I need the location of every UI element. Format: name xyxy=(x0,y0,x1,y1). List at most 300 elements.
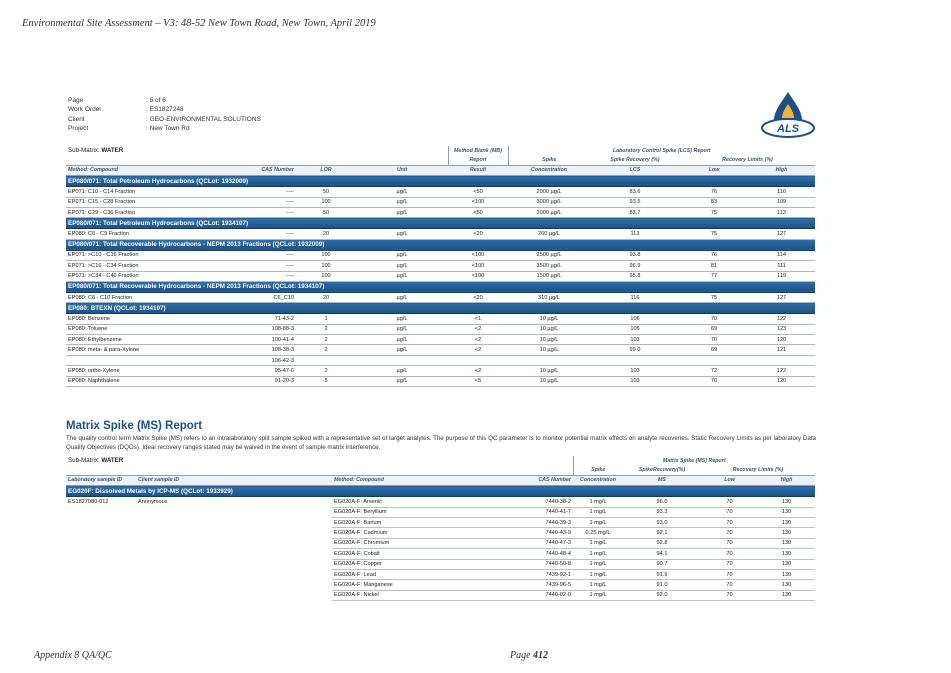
lab-sample-id: ES1827080-012 xyxy=(68,499,109,506)
table-cell: 103 xyxy=(590,335,680,345)
table-cell: µg/L xyxy=(356,366,448,376)
table-cell: 83 xyxy=(680,197,748,207)
table-cell: 120 xyxy=(748,335,815,345)
table-cell: 95-47-6 xyxy=(224,366,296,376)
table-cell: 127 xyxy=(748,292,815,302)
table-row xyxy=(66,197,815,207)
table-cell: EP071: C15 - C28 Fraction xyxy=(66,197,224,207)
report-metadata xyxy=(68,96,261,133)
client-sample-id: Anonymous xyxy=(138,499,168,506)
table-cell: <100 xyxy=(448,271,508,281)
lab-sample-id xyxy=(66,538,136,548)
column-header: Low xyxy=(701,475,758,485)
table-cell: µg/L xyxy=(356,197,448,207)
section-title: EP080/071: Total Petroleum Hydrocarbons (QCLot: 1932009) xyxy=(66,176,815,187)
table-cell: 93.0 xyxy=(623,517,701,527)
table-cell: 7440-48-4 xyxy=(516,549,573,559)
ms-subheader-row xyxy=(66,465,815,475)
table-cell: 100 xyxy=(296,261,356,271)
table-cell: 100-41-4 xyxy=(224,335,296,345)
table-cell: 70 xyxy=(701,517,758,527)
table-cell: ---- xyxy=(224,197,296,207)
table-cell: 103 xyxy=(590,366,680,376)
column-header: Unit xyxy=(356,165,448,175)
table-cell: 99.0 xyxy=(590,345,680,355)
table-cell: 71-43-2 xyxy=(224,314,296,324)
table-cell: ---- xyxy=(224,187,296,197)
section-band xyxy=(66,239,815,250)
lab-sample-id xyxy=(66,559,136,569)
table-cell: 105 xyxy=(590,324,680,334)
table-cell: EG020A-F: Barium xyxy=(332,517,516,527)
section-band xyxy=(66,303,815,314)
column-header: Concentration xyxy=(508,165,590,175)
section-band xyxy=(66,281,815,292)
recovery-limits-header: Recovery Limits (%) xyxy=(722,157,773,164)
table-cell: 113 xyxy=(590,229,680,239)
table-cell: 20 xyxy=(296,292,356,302)
table-cell: 91-20-3 xyxy=(224,376,296,386)
client-sample-id xyxy=(136,580,332,590)
lab-sample-id xyxy=(66,517,136,527)
table-cell: µg/L xyxy=(356,376,448,386)
section-band xyxy=(66,218,815,229)
lab-sample-id xyxy=(66,549,136,559)
table-row xyxy=(66,366,815,376)
table-cell: EP071: >C10 - C16 Fraction xyxy=(66,250,224,260)
submatrix-cell xyxy=(66,456,573,465)
table-row xyxy=(66,261,815,271)
table-cell: <20 xyxy=(448,229,508,239)
table-cell: C6_C10 xyxy=(224,292,296,302)
table-cell: 75 xyxy=(680,207,748,217)
meta-value: : 5 of 6 xyxy=(146,96,166,105)
section-title: EP080/071: Total Recoverable Hydrocarbons - NEPM 2013 Fractions (QCLot: 1934107) xyxy=(66,281,815,292)
table-cell xyxy=(590,355,680,365)
table-cell: 10 µg/L xyxy=(508,366,590,376)
table-cell: 108-88-3 xyxy=(224,324,296,334)
client-sample-id xyxy=(136,549,332,559)
table-cell: 7440-02-0 xyxy=(516,590,573,600)
table-cell: µg/L xyxy=(356,335,448,345)
meta-row-work-order xyxy=(68,105,261,114)
table-cell: 130 xyxy=(758,538,815,548)
table-cell: 70 xyxy=(680,314,748,324)
table-cell: 1 mg/L xyxy=(573,559,623,569)
table-cell: 100 xyxy=(296,197,356,207)
submatrix-cell xyxy=(66,146,448,155)
table-cell: 70 xyxy=(701,549,758,559)
column-header: Client sample ID xyxy=(136,475,332,485)
table-cell: EG020A-F: Copper xyxy=(332,559,516,569)
table-cell: EP080: Toluene xyxy=(66,324,224,334)
table-cell: 76 xyxy=(680,250,748,260)
table-row xyxy=(66,376,815,386)
table-cell: 116 xyxy=(748,187,815,197)
table-cell: 260 µg/L xyxy=(508,229,590,239)
table-cell: 5 xyxy=(296,376,356,386)
column-header: Result xyxy=(448,165,508,175)
ms-group-header-row xyxy=(66,456,815,465)
table-cell: 96.0 xyxy=(623,497,701,507)
ms-report-header: Matrix Spike (MS) Report xyxy=(573,456,815,465)
table-cell: µg/L xyxy=(356,271,448,281)
table-cell: 2000 µg/L xyxy=(508,207,590,217)
table-cell: EP071: >C34 - C40 Fraction xyxy=(66,271,224,281)
table-cell: 3000 µg/L xyxy=(508,197,590,207)
table-cell: EP080: C6 - C10 Fraction xyxy=(66,292,224,302)
meta-value: : New Town Rd xyxy=(146,124,190,133)
lab-sample-id xyxy=(66,507,136,517)
table-cell: 93.3 xyxy=(623,507,701,517)
lab-sample-id xyxy=(66,580,136,590)
table-cell: 90.7 xyxy=(623,559,701,569)
table-row xyxy=(66,292,815,302)
table-cell: 69 xyxy=(680,324,748,334)
table-cell: 106-42-3 xyxy=(224,355,296,365)
ms-table xyxy=(66,456,815,601)
lcs-column-header-row xyxy=(66,165,815,175)
column-header: Laboratory sample ID xyxy=(66,475,136,485)
table-cell xyxy=(296,355,356,365)
table-cell: 70 xyxy=(680,335,748,345)
table-row xyxy=(66,335,815,345)
spike-header: Spike xyxy=(573,465,623,475)
table-cell: EG020A-F: Nickel xyxy=(332,590,516,600)
table-cell: 70 xyxy=(701,497,758,507)
table-cell: 122 xyxy=(748,314,815,324)
table-row xyxy=(66,517,815,527)
table-cell: ---- xyxy=(224,207,296,217)
method-blank-header: Method Blank (MB) xyxy=(448,146,508,155)
footer-page xyxy=(510,650,548,661)
table-cell: EG020A-F: Manganese xyxy=(332,580,516,590)
table-cell: 92.8 xyxy=(623,538,701,548)
table-cell: 92.0 xyxy=(623,590,701,600)
table-cell: 96.9 xyxy=(590,261,680,271)
column-header: CAS Number xyxy=(516,475,573,485)
table-cell: 1 mg/L xyxy=(573,569,623,579)
table-cell: EP080: Ethylbenzene xyxy=(66,335,224,345)
table-cell: 70 xyxy=(701,590,758,600)
table-cell: <100 xyxy=(448,250,508,260)
table-cell: ---- xyxy=(224,261,296,271)
table-cell: EP080: Naphthalene xyxy=(66,376,224,386)
table-cell: 130 xyxy=(758,507,815,517)
table-cell: 108-38-3 xyxy=(224,345,296,355)
table-cell: 1 mg/L xyxy=(573,549,623,559)
table-cell: ---- xyxy=(224,271,296,281)
table-row xyxy=(66,207,815,217)
table-cell: EP080: C6 - C9 Fraction xyxy=(66,229,224,239)
table-cell: 70 xyxy=(701,569,758,579)
footer-appendix: Appendix 8 QA/QC xyxy=(34,650,112,661)
table-cell xyxy=(356,355,448,365)
table-cell: EG020A-F: Beryllium xyxy=(332,507,516,517)
table-cell: 7440-50-8 xyxy=(516,559,573,569)
table-cell: 70 xyxy=(701,528,758,538)
blank-cell xyxy=(66,465,573,475)
table-cell: 100 xyxy=(296,271,356,281)
table-row xyxy=(66,569,815,579)
meta-key: Client xyxy=(68,115,85,123)
column-header: Method: Compound xyxy=(66,165,224,175)
table-row xyxy=(66,314,815,324)
lcs-group-header-row xyxy=(66,146,815,155)
spike-header: Spike xyxy=(508,155,590,165)
table-cell: 1 mg/L xyxy=(573,497,623,507)
table-cell: 130 xyxy=(758,497,815,507)
table-cell: µg/L xyxy=(356,261,448,271)
table-cell: 127 xyxy=(748,229,815,239)
table-cell: 70 xyxy=(701,559,758,569)
lcs-subheader-row xyxy=(66,155,815,165)
client-sample-id xyxy=(136,590,332,600)
table-cell: 7439-92-1 xyxy=(516,569,573,579)
table-cell: 2000 µg/L xyxy=(508,187,590,197)
submatrix-label: Sub-Matrix: xyxy=(68,147,102,155)
meta-row-page xyxy=(68,96,261,105)
table-cell: 103 xyxy=(590,376,680,386)
ms-description: The quality control term Matrix Spike (MS) refers to an intralaboratory split sample spiked with a representative set of target analytes. The purpose of this QC parameter is to monitor potential matrix effects on analyte recoveries. Static Recovery Limits as per laboratory Data Quality Objectives (DQOs). Ideal recovery ranges stated may be waived in the event of sample matrix interference. xyxy=(66,435,816,451)
table-cell: 106 xyxy=(590,314,680,324)
column-header: Method: Compound xyxy=(332,475,516,485)
table-cell: EG020A-F: Lead xyxy=(332,569,516,579)
table-row xyxy=(66,549,815,559)
table-cell: 119 xyxy=(748,271,815,281)
table-cell: EG020A-F: Chromium xyxy=(332,538,516,548)
table-cell: µg/L xyxy=(356,345,448,355)
table-cell: 130 xyxy=(758,517,815,527)
table-cell: 1 mg/L xyxy=(573,538,623,548)
table-cell: 1 mg/L xyxy=(573,507,623,517)
table-cell: <1 xyxy=(448,314,508,324)
ms-section-title: Matrix Spike (MS) Report xyxy=(66,420,203,432)
table-cell: ---- xyxy=(224,250,296,260)
table-cell: µg/L xyxy=(356,229,448,239)
column-header: Low xyxy=(680,165,748,175)
table-cell: 7440-38-2 xyxy=(516,497,573,507)
table-cell: 76 xyxy=(680,187,748,197)
table-cell: 83.7 xyxy=(590,207,680,217)
spike-recovery-header: SpikeRecovery(%) xyxy=(638,467,686,474)
footer-page-number: 412 xyxy=(533,650,549,661)
table-cell: 10 µg/L xyxy=(508,314,590,324)
footer-page-prefix: Page xyxy=(510,650,534,661)
table-cell: 91.0 xyxy=(623,580,701,590)
table-cell: EP080: ortho-Xylene xyxy=(66,366,224,376)
client-sample-id xyxy=(136,569,332,579)
table-cell: EP071: C10 - C14 Fraction xyxy=(66,187,224,197)
table-cell: <50 xyxy=(448,187,508,197)
table-cell: <2 xyxy=(448,366,508,376)
table-row xyxy=(66,580,815,590)
table-cell: <100 xyxy=(448,261,508,271)
column-header: CAS Number xyxy=(224,165,296,175)
table-row xyxy=(66,355,815,365)
client-sample-id xyxy=(136,517,332,527)
table-cell: µg/L xyxy=(356,250,448,260)
table-row xyxy=(66,250,815,260)
table-cell: 121 xyxy=(748,345,815,355)
table-cell: 310 µg/L xyxy=(508,292,590,302)
table-cell: 7440-39-3 xyxy=(516,517,573,527)
table-cell: 2500 µg/L xyxy=(508,250,590,260)
table-cell: 7440-41-7 xyxy=(516,507,573,517)
table-row xyxy=(66,590,815,600)
table-cell: <20 xyxy=(448,292,508,302)
table-cell: EP071: >C16 - C34 Fraction xyxy=(66,261,224,271)
table-cell: <100 xyxy=(448,197,508,207)
column-header: MS xyxy=(623,475,701,485)
table-row xyxy=(66,559,815,569)
table-cell: EG020A-F: Arsenic xyxy=(332,497,516,507)
ms-table-body xyxy=(66,456,815,601)
table-cell: 10 µg/L xyxy=(508,324,590,334)
ms-column-header-row xyxy=(66,475,815,485)
table-cell: 109 xyxy=(748,197,815,207)
table-cell: 7439-96-5 xyxy=(516,580,573,590)
table-row xyxy=(66,187,815,197)
table-cell: 7440-43-9 xyxy=(516,528,573,538)
table-cell: <2 xyxy=(448,324,508,334)
table-cell: 93.5 xyxy=(590,197,680,207)
table-cell: 1 xyxy=(296,314,356,324)
spike-recovery-header: Spike Recovery (%) xyxy=(610,157,660,164)
meta-row-client xyxy=(68,115,261,124)
table-cell: 122 xyxy=(748,366,815,376)
section-title: EP080/071: Total Recoverable Hydrocarbons - NEPM 2013 Fractions (QCLot: 1932009) xyxy=(66,239,815,250)
table-cell: 91.9 xyxy=(623,569,701,579)
table-cell: EG020A-F: Cadmium xyxy=(332,528,516,538)
table-cell: µg/L xyxy=(356,207,448,217)
table-cell: 75 xyxy=(680,229,748,239)
table-cell xyxy=(448,355,508,365)
table-cell: µg/L xyxy=(356,324,448,334)
table-cell: 130 xyxy=(758,569,815,579)
meta-value: : GEO-ENVIRONMENTAL SOLUTIONS xyxy=(146,115,261,124)
table-row xyxy=(66,229,815,239)
meta-value: : ES1827248 xyxy=(146,105,184,114)
column-header: LCS xyxy=(590,165,680,175)
logo-text: ALS xyxy=(777,123,799,135)
table-cell: 7440-47-3 xyxy=(516,538,573,548)
table-cell: 50 xyxy=(296,187,356,197)
table-cell: 130 xyxy=(758,590,815,600)
table-cell: 50 xyxy=(296,207,356,217)
table-cell: 77 xyxy=(680,271,748,281)
table-cell: 130 xyxy=(758,580,815,590)
table-cell: 72 xyxy=(680,366,748,376)
client-sample-id xyxy=(136,528,332,538)
column-header: High xyxy=(758,475,815,485)
submatrix-label: Sub-Matrix: xyxy=(68,457,102,465)
table-cell: 1500 µg/L xyxy=(508,271,590,281)
section-title: EG020F: Dissolved Metals by ICP-MS (QCLot: 1933929) xyxy=(66,486,815,497)
table-cell: EG020A-F: Cobalt xyxy=(332,549,516,559)
meta-key: Work Order xyxy=(68,106,102,114)
table-cell: 2 xyxy=(296,345,356,355)
table-cell: EP071: C29 - C36 Fraction xyxy=(66,207,224,217)
table-cell: 3500 µg/L xyxy=(508,261,590,271)
method-blank-report-header: Report xyxy=(448,155,508,165)
table-cell: 75 xyxy=(680,292,748,302)
lab-sample-id xyxy=(66,590,136,600)
meta-row-project xyxy=(68,124,261,133)
table-cell: 116 xyxy=(590,292,680,302)
table-cell: µg/L xyxy=(356,187,448,197)
table-row xyxy=(66,528,815,538)
table-cell: 10 µg/L xyxy=(508,376,590,386)
table-cell xyxy=(66,355,224,365)
table-cell: 70 xyxy=(701,538,758,548)
client-sample-id xyxy=(136,559,332,569)
table-cell: 1 mg/L xyxy=(573,590,623,600)
table-cell: 81 xyxy=(680,261,748,271)
table-row xyxy=(66,538,815,548)
document-header-title: Environmental Site Assessment – V3: 48-52 New Town Road, New Town, April 2019 xyxy=(22,18,376,29)
table-cell: 20 xyxy=(296,229,356,239)
table-cell: µg/L xyxy=(356,292,448,302)
lab-sample-id xyxy=(66,569,136,579)
table-cell: 83.6 xyxy=(590,187,680,197)
table-cell: 1 mg/L xyxy=(573,517,623,527)
column-header: Concentration xyxy=(573,475,623,485)
table-cell: 70 xyxy=(701,507,758,517)
client-sample-id xyxy=(136,507,332,517)
table-cell: 123 xyxy=(748,324,815,334)
table-cell: <2 xyxy=(448,345,508,355)
table-cell: <50 xyxy=(448,207,508,217)
table-cell: 2 xyxy=(296,335,356,345)
section-band xyxy=(66,176,815,187)
table-cell: EP080: Benzene xyxy=(66,314,224,324)
table-cell: 69 xyxy=(680,345,748,355)
section-band xyxy=(66,486,815,497)
table-cell: ---- xyxy=(224,229,296,239)
column-header: High xyxy=(748,165,815,175)
table-cell: 130 xyxy=(758,549,815,559)
table-cell: 130 xyxy=(758,528,815,538)
table-cell: 1 mg/L xyxy=(573,580,623,590)
table-cell: µg/L xyxy=(356,314,448,324)
table-row xyxy=(66,324,815,334)
table-cell: 120 xyxy=(748,376,815,386)
table-row xyxy=(66,345,815,355)
table-cell: 92.1 xyxy=(623,528,701,538)
table-cell: 2 xyxy=(296,324,356,334)
lcs-report-header: Laboratory Control Spike (LCS) Report xyxy=(508,146,815,155)
table-cell: <2 xyxy=(448,335,508,345)
meta-key: Project xyxy=(68,124,89,132)
table-row xyxy=(66,507,815,517)
table-cell: 114 xyxy=(748,250,815,260)
table-cell: <5 xyxy=(448,376,508,386)
lcs-table-body xyxy=(66,146,815,387)
table-cell: 70 xyxy=(680,376,748,386)
table-cell: 94.1 xyxy=(623,549,701,559)
table-cell: 2 xyxy=(296,366,356,376)
table-cell: 93.8 xyxy=(590,250,680,260)
table-cell: 130 xyxy=(758,559,815,569)
table-cell: 70 xyxy=(701,580,758,590)
table-cell: 0.25 mg/L xyxy=(573,528,623,538)
table-row xyxy=(66,497,815,507)
submatrix-value: WATER xyxy=(101,457,124,465)
table-cell xyxy=(748,355,815,365)
table-cell: 113 xyxy=(748,207,815,217)
section-title: EP080/071: Total Petroleum Hydrocarbons (QCLot: 1934107) xyxy=(66,218,815,229)
